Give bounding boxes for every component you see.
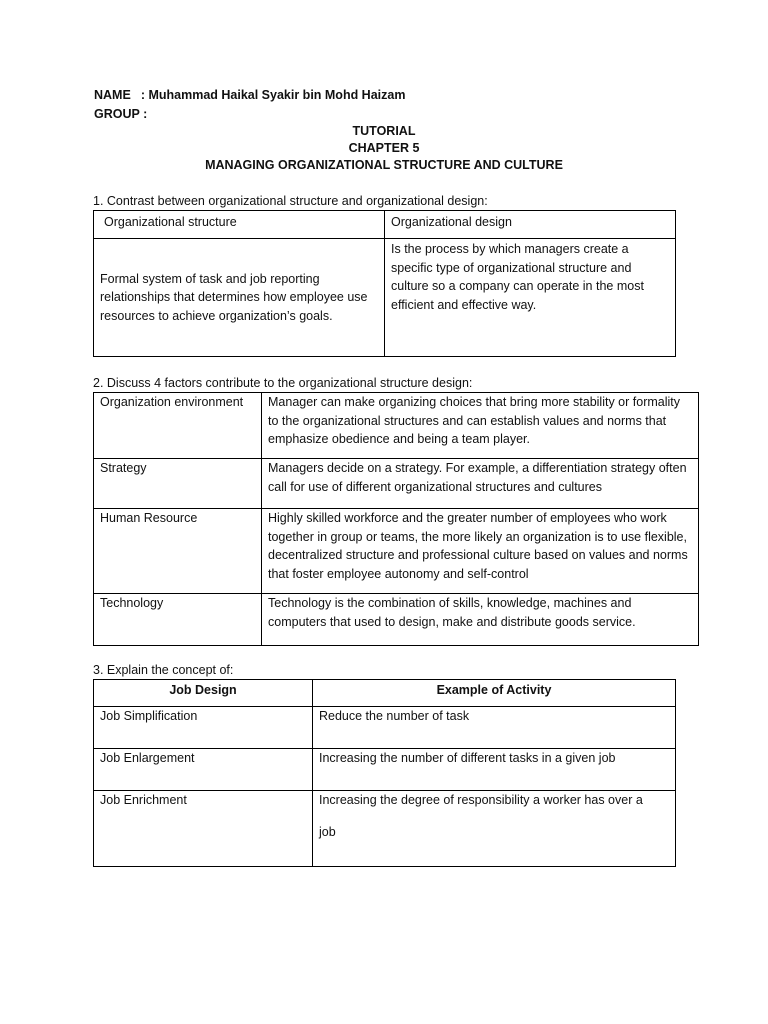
q3-header-row bbox=[94, 680, 676, 707]
q3-header-cell bbox=[313, 680, 676, 707]
name-line bbox=[94, 87, 405, 103]
q3-question: 3. Explain the concept of: bbox=[93, 663, 234, 677]
q3-design-cell bbox=[94, 791, 313, 867]
title-main: MANAGING ORGANIZATIONAL STRUCTURE AND CULTURE bbox=[205, 158, 563, 172]
name-label: NAME bbox=[94, 88, 131, 102]
q1-col2-header: Organizational design bbox=[391, 215, 512, 229]
q2-description-cell bbox=[262, 509, 699, 594]
q3-col1-header: Job Design bbox=[169, 683, 237, 697]
q3-design: Job Simplification bbox=[100, 709, 198, 723]
q1-table bbox=[93, 210, 676, 357]
q2-factor: Strategy bbox=[100, 461, 147, 475]
q3-design: Job Enlargement bbox=[100, 751, 195, 765]
q2-factor: Technology bbox=[100, 596, 164, 610]
q2-factor-cell bbox=[94, 459, 262, 509]
q3-design-cell bbox=[94, 707, 313, 749]
title-tutorial: TUTORIAL bbox=[352, 124, 416, 138]
table-row bbox=[94, 707, 676, 749]
q2-description-cell bbox=[262, 594, 699, 646]
q2-description-cell bbox=[262, 459, 699, 509]
q3-example: Reduce the number of task bbox=[319, 709, 470, 723]
q1-col2-text: Is the process by which managers create a specific type of organizational structure and culture so a company can operate in the most efficient and effective way. bbox=[391, 242, 644, 312]
q1-header-row bbox=[94, 211, 676, 239]
q2-factor-cell bbox=[94, 509, 262, 594]
q3-example-cell bbox=[313, 707, 676, 749]
q1-question: 1. Contrast between organizational structure and organizational design: bbox=[93, 194, 488, 208]
q3-header-cell bbox=[94, 680, 313, 707]
table-row bbox=[94, 509, 699, 594]
table-row bbox=[94, 393, 699, 459]
q3-example: Increasing the degree of responsibility a worker has over a job bbox=[319, 793, 643, 839]
q2-description: Manager can make organizing choices that bring more stability or formality to the organizational structures and can establish values and norms that emphasize obedience and being a team player. bbox=[268, 395, 680, 446]
q3-design: Job Enrichment bbox=[100, 793, 187, 807]
title-chapter: CHAPTER 5 bbox=[348, 141, 420, 155]
q3-example: Increasing the number of different tasks in a given job bbox=[319, 751, 616, 765]
q3-table bbox=[93, 679, 676, 867]
q1-header-cell bbox=[94, 211, 385, 239]
q2-description: Technology is the combination of skills, knowledge, machines and computers that used to design, make and distribute goods service. bbox=[268, 596, 636, 629]
q2-factor-cell bbox=[94, 594, 262, 646]
q2-table bbox=[93, 392, 699, 646]
table-row bbox=[94, 791, 676, 867]
q1-col1-header: Organizational structure bbox=[104, 215, 237, 229]
group-label: GROUP : bbox=[94, 107, 148, 121]
table-row bbox=[94, 459, 699, 509]
table-row bbox=[94, 594, 699, 646]
q2-description-cell bbox=[262, 393, 699, 459]
q2-question: 2. Discuss 4 factors contribute to the organizational structure design: bbox=[93, 376, 473, 390]
q3-example-cell bbox=[313, 791, 676, 867]
q1-body-row bbox=[94, 239, 676, 357]
q1-body-cell bbox=[385, 239, 676, 357]
q1-header-cell bbox=[385, 211, 676, 239]
q2-factor: Human Resource bbox=[100, 511, 198, 525]
q1-col1-text: Formal system of task and job reporting relationships that determines how employee use resources to achieve organization’s goals. bbox=[100, 271, 368, 323]
name-value: : Muhammad Haikal Syakir bin Mohd Haizam bbox=[140, 88, 406, 102]
q2-description: Highly skilled workforce and the greater number of employees who work together in group or teams, the more likely an organization is to use flexible, decentralized structure and professional culture based on values and norms that foster employee autonomy and self-control bbox=[268, 511, 688, 581]
q3-design-cell bbox=[94, 749, 313, 791]
q1-body-cell bbox=[94, 239, 385, 357]
q2-description: Managers decide on a strategy. For example, a differentiation strategy often call for use of different organizational structures and cultures bbox=[268, 461, 687, 494]
q2-factor: Organization environment bbox=[100, 395, 244, 409]
q2-factor-cell bbox=[94, 393, 262, 459]
q3-col2-header: Example of Activity bbox=[436, 683, 552, 697]
